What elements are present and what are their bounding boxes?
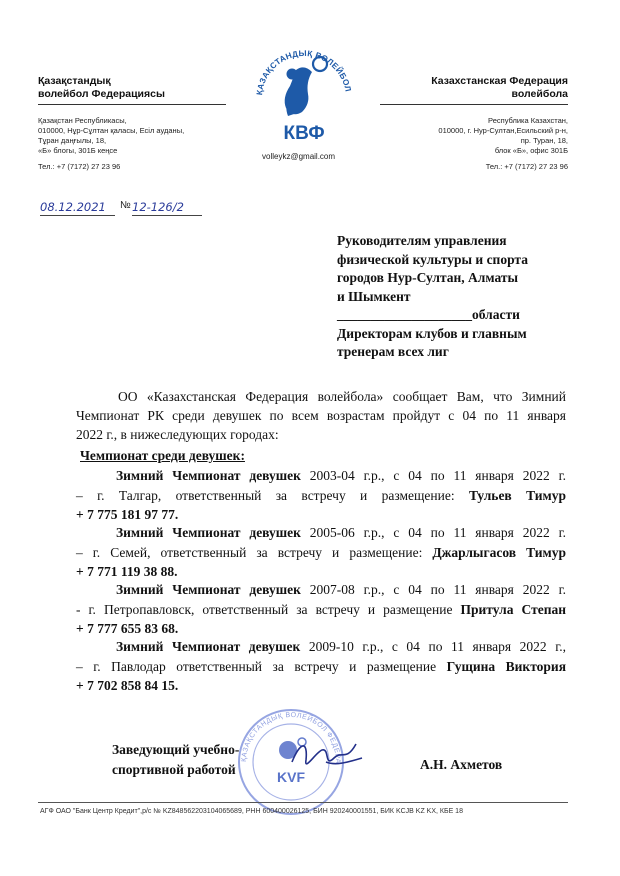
outgoing-reference bbox=[40, 200, 210, 222]
right-org-title bbox=[380, 75, 568, 101]
item-lead: Зимний Чемпионат девушек bbox=[116, 582, 301, 597]
intro-line: 2022 г., в нижеследующих городах: bbox=[76, 427, 279, 442]
reference-number-underline bbox=[132, 215, 202, 216]
item-phone: + 7 702 858 84 15. bbox=[76, 678, 179, 693]
item-contact: Джарлыгасов Тимур bbox=[432, 544, 566, 560]
right-phone: Тел.: +7 (7172) 27 23 96 bbox=[485, 162, 568, 171]
intro-line: ОО «Казахстанская Федерация волейбола» сообщает Вам, что Зимний bbox=[118, 389, 566, 404]
seal-ring-text: ҚАЗАҚСТАНДЫҚ ВОЛЕЙБОЛ ФЕДЕРА bbox=[240, 711, 342, 764]
addressee-line: Директорам клубов и главным bbox=[337, 325, 527, 341]
item-dates: 2005-06 г.р., с 04 по 11 января 2022 г. bbox=[300, 525, 566, 540]
item-line1 bbox=[76, 466, 566, 486]
section-title: Чемпионат среди девушек: bbox=[80, 448, 245, 463]
left-address-line: Тұран даңғылы, 18, bbox=[38, 136, 107, 145]
item-phone: + 7 775 181 97 77. bbox=[76, 507, 179, 522]
reference-number-label: № bbox=[120, 200, 131, 211]
item-dates: 2003-04 г.р., с 04 по 11 января 2022 г. bbox=[300, 468, 566, 483]
right-org-title-line2: волейбола bbox=[511, 88, 568, 100]
right-header-rule bbox=[380, 104, 568, 105]
reference-date-underline bbox=[40, 215, 115, 216]
addressee-line: городов Нур-Султан, Алматы bbox=[337, 270, 519, 285]
item-city: – г. Талгар, ответственный за встречу и размещение: bbox=[76, 487, 469, 503]
item-city: - г. Петропавловск, ответственный за встречу и размещение bbox=[76, 601, 461, 617]
item-city: – г. Павлодар ответственный за встречу и размещение bbox=[76, 658, 447, 674]
handwritten-signature bbox=[286, 732, 366, 780]
item-line2 bbox=[76, 543, 566, 563]
signature-scribble-icon bbox=[286, 732, 366, 780]
left-org-title-line2: волейбол Федерациясы bbox=[38, 88, 165, 100]
left-address-line: Қазақстан Республикасы, bbox=[38, 116, 127, 125]
left-address-line: 010000, Нұр-Сұлтан қаласы, Есіл ауданы, bbox=[38, 126, 185, 135]
item-contact: Тульев Тимур bbox=[468, 487, 566, 503]
item-line1 bbox=[76, 637, 566, 657]
item-line2 bbox=[76, 600, 566, 620]
item-city: – г. Семей, ответственный за встречу и размещение: bbox=[76, 544, 433, 560]
championship-item bbox=[76, 523, 566, 582]
position-line: Заведующий учебно- bbox=[112, 742, 240, 757]
right-address-line: блок «Б», офис 301Б bbox=[494, 146, 568, 155]
item-phone: + 7 771 119 38 88. bbox=[76, 564, 178, 579]
addressee-region-line bbox=[337, 306, 528, 325]
right-address-line: Республика Казахстан, bbox=[488, 116, 568, 125]
region-blank: ____________________ bbox=[337, 307, 472, 322]
left-phone: Тел.: +7 (7172) 27 23 96 bbox=[38, 162, 121, 171]
item-contact: Притула Степан bbox=[460, 601, 567, 617]
addressee-line: и Шымкент bbox=[337, 288, 411, 304]
right-org-title-line1: Казахстанская Федерация bbox=[431, 75, 568, 87]
championship-item bbox=[76, 637, 566, 696]
reference-date: 08.12.2021 bbox=[40, 200, 106, 214]
logo-ring-text: ҚАЗАҚСТАНДЫҚ ВОЛЕЙБОЛ bbox=[255, 48, 353, 96]
item-lead: Зимний Чемпионат девушек bbox=[116, 639, 301, 654]
right-address-line: 010000, г. Нур-Султан,Есильский р-н, bbox=[438, 126, 568, 135]
right-address bbox=[380, 116, 568, 156]
right-address-line: пр. Туран, 18, bbox=[520, 136, 568, 145]
signatory-name: А.Н. Ахметов bbox=[420, 757, 503, 772]
intro-paragraph bbox=[76, 387, 566, 444]
left-address-line: «Б» блогы, 301Б кеңсе bbox=[38, 146, 118, 155]
item-line2 bbox=[76, 657, 566, 677]
item-line2 bbox=[76, 486, 566, 506]
left-header-rule bbox=[38, 104, 226, 105]
reference-number: 12-126/2 bbox=[132, 200, 184, 214]
addressee-line: тренерам всех лиг bbox=[337, 344, 449, 359]
addressee-block bbox=[337, 232, 528, 362]
left-org-title bbox=[38, 75, 165, 101]
volleyball-player-logo-icon bbox=[248, 40, 360, 148]
championship-item bbox=[76, 466, 566, 525]
item-line1 bbox=[76, 580, 566, 600]
item-line1 bbox=[76, 523, 566, 543]
bank-details: АГФ ОАО "Банк Центр Кредит",р/с № KZ848562203104065689, РНН 600400026125, БИН 920240001551, БИК KCJB KZ KX, КБЕ 18 bbox=[40, 808, 463, 815]
region-suffix: области bbox=[472, 307, 520, 322]
addressee-line: физической культуры и спорта bbox=[337, 251, 528, 267]
item-lead: Зимний Чемпионат девушек bbox=[116, 525, 301, 540]
email-address: volleykz@gmail.com bbox=[262, 152, 336, 161]
footer-rule bbox=[38, 802, 568, 803]
kvf-logo bbox=[248, 40, 360, 148]
logo-abbreviation: КВФ bbox=[283, 123, 325, 144]
intro-line: Чемпионат РК среди девушек по всем возрастам пройдут с 04 по 11 января bbox=[76, 408, 566, 423]
championship-item bbox=[76, 580, 566, 639]
addressee-line: Руководителям управления bbox=[337, 233, 507, 248]
left-address bbox=[38, 116, 184, 156]
item-dates: 2009-10 г.р., с 04 по 11 января 2022 г., bbox=[300, 639, 566, 654]
seal-abbreviation: KVF bbox=[277, 769, 305, 785]
item-lead: Зимний Чемпионат девушек bbox=[116, 468, 301, 483]
item-contact: Гущина Виктория bbox=[446, 658, 567, 674]
item-phone: + 7 777 655 83 68. bbox=[76, 621, 179, 636]
item-dates: 2007-08 г.р., с 04 по 11 января 2022 г. bbox=[300, 582, 566, 597]
left-org-title-line1: Қазақстандық bbox=[38, 75, 111, 87]
position-line: спортивной работой bbox=[112, 762, 236, 777]
signatory-position bbox=[112, 740, 239, 780]
